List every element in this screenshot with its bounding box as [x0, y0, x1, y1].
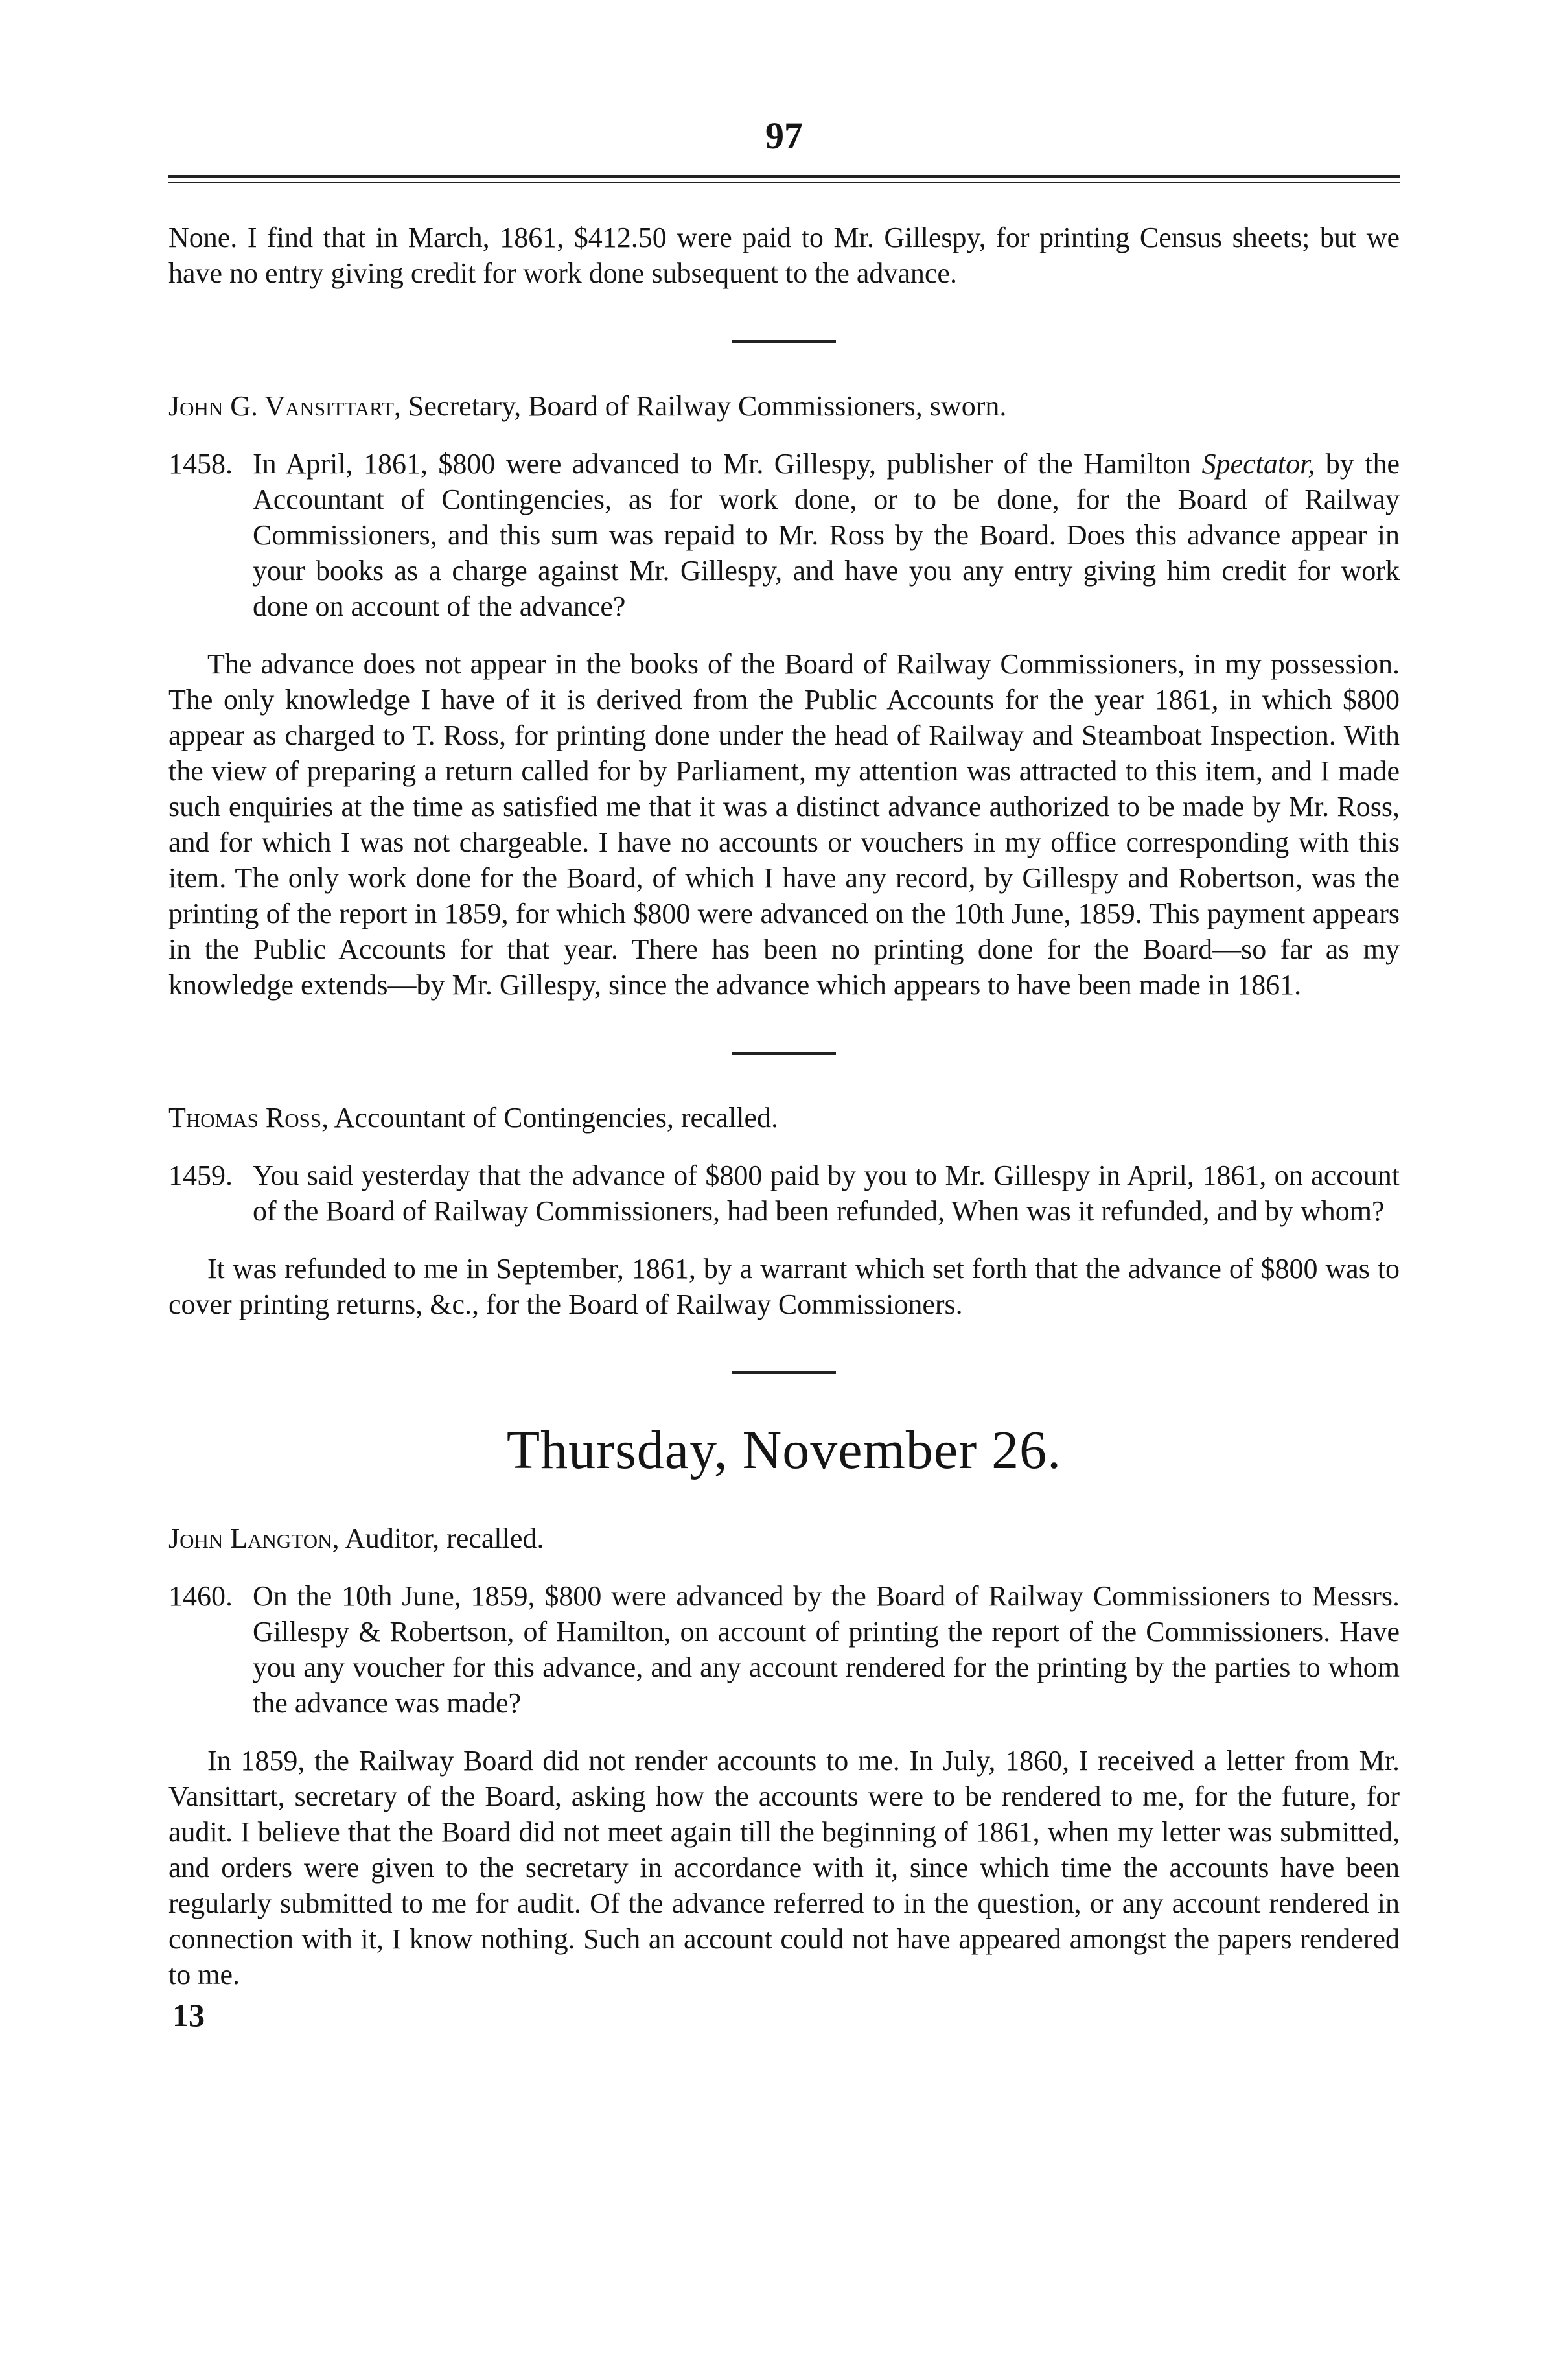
question-number: 1460. — [168, 1580, 233, 1612]
witness-description: , Accountant of Contingencies, recalled. — [321, 1102, 779, 1134]
header-rule — [168, 175, 1400, 183]
answer-1459: It was refunded to me in September, 1861, by a warrant which set forth that the advance of $800 was to cover printing returns, &c., for the Board of Railway Commissioners. — [168, 1253, 1400, 1320]
question-1460 — [168, 1578, 1400, 1721]
section-separator — [732, 1371, 836, 1374]
question-text-part: In April, 1861, $800 were advanced to Mr. Gillespy, publisher of the Hamilton — [253, 448, 1202, 480]
newspaper-title: Spectator, — [1201, 448, 1315, 480]
answer-continued: None. I find that in March, 1861, $412.50 were paid to Mr. Gillespy, for printing Census sheets; but we have no entry giving credit for work done subsequent to the advance. — [168, 222, 1400, 289]
section-separator — [732, 1052, 836, 1055]
question-1459 — [168, 1158, 1400, 1229]
witness-name: Thomas Ross — [168, 1102, 322, 1134]
document-page — [168, 104, 1400, 2033]
question-number: 1458. — [168, 448, 233, 480]
question-text: On the 10th June, 1859, $800 were advanced by the Board of Railway Commissioners to Messrs. Gillespy & Robertson, of Hamilton, on account of printing the report of the Commissioners. Have you any voucher for this advance, and any account rendered for the printing by the parties to whom the advance was made? — [253, 1580, 1400, 1719]
page-number: 97 — [765, 115, 803, 157]
question-number: 1459. — [168, 1160, 233, 1191]
witness-name: John G. Vansittart — [168, 390, 394, 422]
question-text: You said yesterday that the advance of $800 paid by you to Mr. Gillespy in April, 1861, on account of the Board of Railway Commissioners, had been refunded, When was it refunded, and by whom? — [253, 1160, 1400, 1227]
witness-heading — [168, 388, 1400, 424]
witness-description: , Secretary, Board of Railway Commissioners, sworn. — [393, 390, 1007, 422]
answer-1458: The advance does not appear in the books of the Board of Railway Commissioners, in my possession. The only knowledge I have of it is derived from the Public Accounts for the year 1861, in which $800 appear as charged to T. Ross, for printing done under the head of Railway and Steamboat Inspection. With the view of preparing a return called for by Parliament, my attention was attracted to this item, and I made such enquiries at the time as satisfied me that it was a distinct advance authorized to be made by Mr. Ross, and for which I was not chargeable. I have no accounts or vouchers in my office corresponding with this item. The only work done for the Board, of which I have any record, by Gillespy and Robertson, was the printing of the report in 1859, for which $800 were advanced on the 10th June, 1859. This payment appears in the Public Accounts for that year. There has been no printing done for the Board—so far as my knowledge extends—by Mr. Gillespy, since the advance which appears to have been made in 1861. — [168, 648, 1400, 1001]
signature-mark: 13 — [172, 1997, 205, 2033]
witness-description: , Auditor, recalled. — [332, 1522, 544, 1554]
section-separator — [732, 340, 836, 343]
question-1458 — [168, 446, 1400, 624]
witness-heading — [168, 1521, 1400, 1556]
witness-name: John Langton — [168, 1522, 332, 1554]
day-heading: Thursday, November 26. — [506, 1420, 1062, 1480]
question-text — [253, 446, 1400, 624]
answer-1460: In 1859, the Railway Board did not render accounts to me. In July, 1860, I received a letter from Mr. Vansittart, secretary of the Board, asking how the accounts were to be rendered to me, for the future, for audit. I believe that the Board did not meet again till the beginning of 1861, when my letter was submitted, and orders were given to the secretary in accordance with it, since which time the accounts have been regularly submitted to me for audit. Of the advance referred to in the question, or any account rendered in connection with it, I know nothing. Such an account could not have appeared amongst the papers rendered to me. — [168, 1745, 1400, 1990]
question-text-part: by the Accountant of Contingencies, as for work done, or to be done, for the Board of Railway Commissioners, and this sum was repaid to Mr. Ross by the Board. Does this advance appear in your books as a charge against Mr. Gillespy, and have you any entry giving him credit for work done on account of the advance? — [253, 448, 1400, 622]
witness-heading — [168, 1100, 1400, 1136]
